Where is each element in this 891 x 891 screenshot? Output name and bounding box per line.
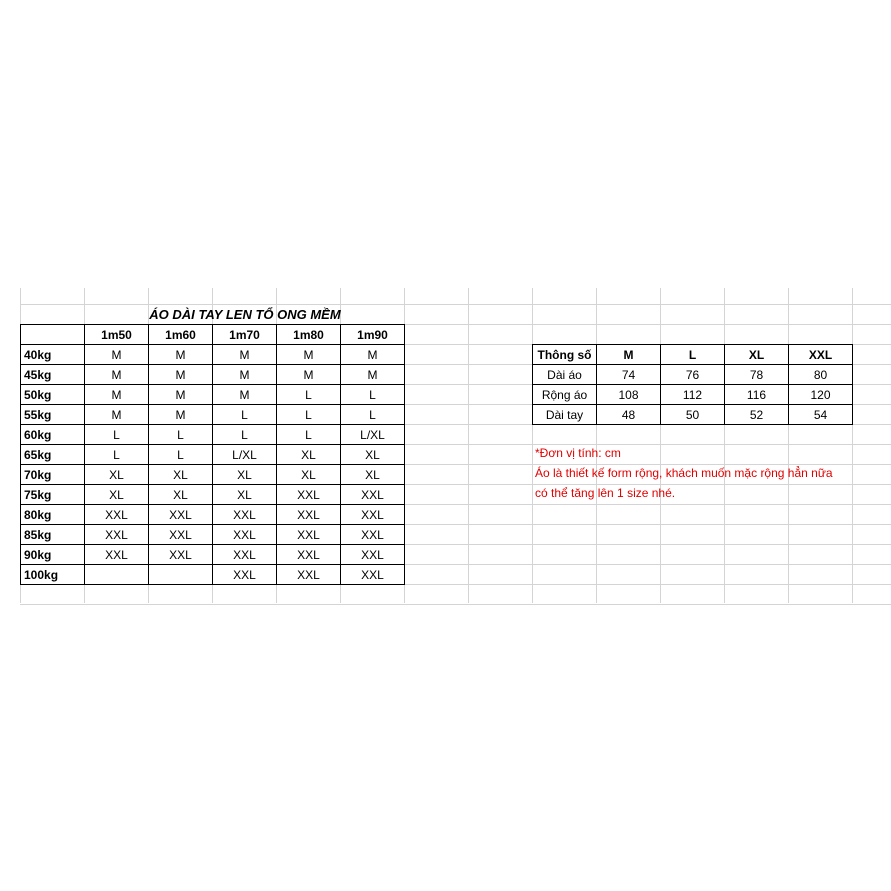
fit-note-line-1: Áo là thiết kế form rộng, khách muốn mặc rộng hẳn nữa [535, 466, 833, 480]
size-cell[interactable]: XXL [84, 504, 149, 525]
size-cell[interactable]: XL [212, 484, 277, 505]
size-cell[interactable]: XXL [212, 544, 277, 565]
size-cell[interactable]: XXL [148, 504, 213, 525]
size-cell[interactable]: XL [340, 464, 405, 485]
size-chart-title: ÁO DÀI TAY LEN TỔ ONG MỀM [149, 306, 341, 322]
size-cell[interactable]: XL [148, 484, 213, 505]
size-cell[interactable]: XL [212, 464, 277, 485]
weight-cell[interactable]: 100kg [20, 564, 85, 585]
measure-label-cell[interactable]: Dài áo [532, 364, 597, 385]
size-cell[interactable]: XL [276, 464, 341, 485]
size-cell[interactable]: XXL [340, 504, 405, 525]
weight-cell[interactable]: 85kg [20, 524, 85, 545]
measure-value-cell[interactable]: 76 [660, 364, 725, 385]
size-cell[interactable]: L [148, 424, 213, 445]
size-cell[interactable]: XXL [340, 544, 405, 565]
size-cell[interactable]: XXL [84, 524, 149, 545]
size-cell[interactable]: XXL [212, 504, 277, 525]
size-cell[interactable]: XXL [148, 524, 213, 545]
size-cell[interactable]: L [276, 424, 341, 445]
size-cell[interactable]: M [84, 344, 149, 365]
weight-cell[interactable]: 45kg [20, 364, 85, 385]
weight-cell[interactable]: 70kg [20, 464, 85, 485]
weight-cell[interactable]: 55kg [20, 404, 85, 425]
measure-value-cell[interactable]: 52 [724, 404, 789, 425]
weight-cell[interactable]: 75kg [20, 484, 85, 505]
size-cell[interactable]: XXL [276, 544, 341, 565]
measure-value-cell[interactable]: 78 [724, 364, 789, 385]
size-cell[interactable]: XXL [84, 544, 149, 565]
size-cell[interactable] [84, 564, 149, 585]
size-cell[interactable]: L [340, 404, 405, 425]
size-cell[interactable]: L [148, 444, 213, 465]
size-cell[interactable]: L/XL [340, 424, 405, 445]
size-cell[interactable]: XXL [340, 484, 405, 505]
size-cell[interactable]: XXL [212, 524, 277, 545]
measure-label-cell[interactable]: Dài tay [532, 404, 597, 425]
size-cell[interactable]: XXL [276, 504, 341, 525]
size-cell[interactable]: M [148, 344, 213, 365]
weight-cell[interactable]: 50kg [20, 384, 85, 405]
size-cell[interactable]: L/XL [212, 444, 277, 465]
size-cell[interactable]: L [212, 404, 277, 425]
size-cell[interactable]: M [212, 384, 277, 405]
size-cell[interactable]: L [84, 424, 149, 445]
size-cell[interactable]: M [276, 364, 341, 385]
size-cell[interactable] [148, 564, 213, 585]
measure-size-header[interactable]: XL [724, 344, 789, 365]
size-cell[interactable]: XXL [340, 564, 405, 585]
size-cell[interactable]: XXL [340, 524, 405, 545]
size-chart-corner-cell[interactable] [20, 324, 85, 345]
height-header-cell[interactable]: 1m80 [276, 324, 341, 345]
measure-value-cell[interactable]: 50 [660, 404, 725, 425]
size-cell[interactable]: XL [148, 464, 213, 485]
unit-note: *Đơn vị tính: cm [535, 446, 621, 460]
size-cell[interactable]: XXL [276, 484, 341, 505]
size-cell[interactable]: M [212, 344, 277, 365]
size-cell[interactable]: L [276, 404, 341, 425]
height-header-cell[interactable]: 1m90 [340, 324, 405, 345]
size-cell[interactable]: XXL [276, 524, 341, 545]
size-cell[interactable]: M [84, 384, 149, 405]
size-cell[interactable]: XL [84, 484, 149, 505]
weight-cell[interactable]: 65kg [20, 444, 85, 465]
size-cell[interactable]: XL [84, 464, 149, 485]
size-cell[interactable]: M [84, 404, 149, 425]
measure-value-cell[interactable]: 108 [596, 384, 661, 405]
measure-size-header[interactable]: M [596, 344, 661, 365]
measure-value-cell[interactable]: 74 [596, 364, 661, 385]
measure-value-cell[interactable]: 48 [596, 404, 661, 425]
measure-value-cell[interactable]: 116 [724, 384, 789, 405]
fit-note-line-2: có thể tăng lên 1 size nhé. [535, 486, 676, 500]
measure-size-header[interactable]: XXL [788, 344, 853, 365]
height-header-cell[interactable]: 1m70 [212, 324, 277, 345]
size-cell[interactable]: XL [340, 444, 405, 465]
measure-value-cell[interactable]: 120 [788, 384, 853, 405]
size-cell[interactable]: M [148, 384, 213, 405]
measure-corner-cell[interactable]: Thông số [532, 344, 597, 365]
measure-value-cell[interactable]: 54 [788, 404, 853, 425]
size-cell[interactable]: XXL [276, 564, 341, 585]
measure-label-cell[interactable]: Rộng áo [532, 384, 597, 405]
height-header-cell[interactable]: 1m50 [84, 324, 149, 345]
size-cell[interactable]: M [276, 344, 341, 365]
size-cell[interactable]: L [340, 384, 405, 405]
measure-value-cell[interactable]: 112 [660, 384, 725, 405]
size-cell[interactable]: M [148, 404, 213, 425]
weight-cell[interactable]: 90kg [20, 544, 85, 565]
size-cell[interactable]: XXL [148, 544, 213, 565]
size-cell[interactable]: M [148, 364, 213, 385]
size-cell[interactable]: L [84, 444, 149, 465]
size-cell[interactable]: M [212, 364, 277, 385]
height-header-cell[interactable]: 1m60 [148, 324, 213, 345]
size-cell[interactable]: M [340, 344, 405, 365]
weight-cell[interactable]: 60kg [20, 424, 85, 445]
measure-value-cell[interactable]: 80 [788, 364, 853, 385]
size-cell[interactable]: XL [276, 444, 341, 465]
size-cell[interactable]: XXL [212, 564, 277, 585]
weight-cell[interactable]: 80kg [20, 504, 85, 525]
size-cell[interactable]: M [84, 364, 149, 385]
size-cell[interactable]: M [340, 364, 405, 385]
size-cell[interactable]: L [212, 424, 277, 445]
size-cell[interactable]: L [276, 384, 341, 405]
weight-cell[interactable]: 40kg [20, 344, 85, 365]
measure-size-header[interactable]: L [660, 344, 725, 365]
